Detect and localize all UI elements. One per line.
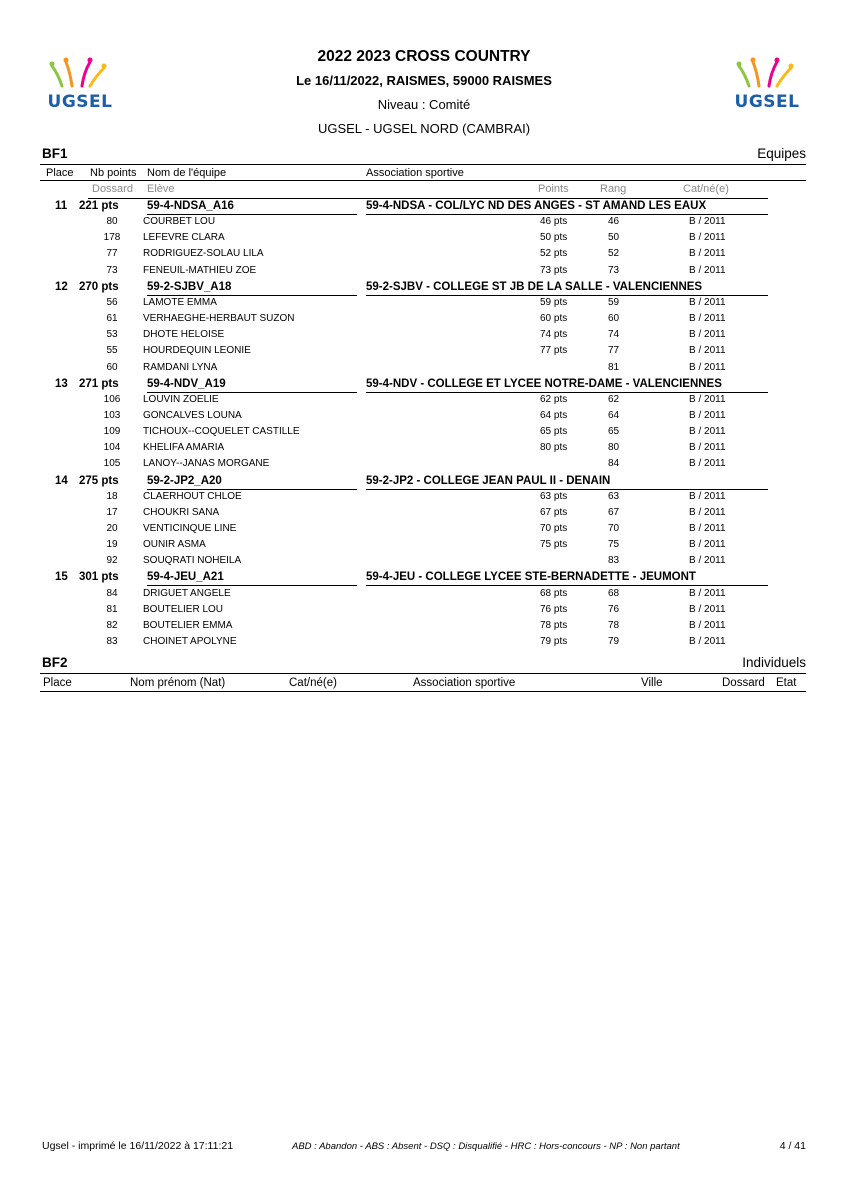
team-name: 59-2-SJBV_A18: [147, 280, 232, 293]
member-rank: 83: [608, 555, 620, 567]
subheader-bib: Dossard: [92, 183, 133, 195]
member-rank: 75: [608, 539, 620, 551]
team-points: 271 pts: [79, 377, 119, 390]
member-row: [0, 394, 848, 410]
member-rank: 68: [608, 587, 620, 599]
team-name-underline: [147, 392, 357, 393]
team-points: 221 pts: [79, 200, 119, 212]
page-title: 2022 2023 CROSS COUNTRY: [317, 48, 531, 65]
member-points: 79 pts: [540, 636, 568, 648]
member-rank: 70: [608, 523, 620, 534]
team-association-underline: [366, 214, 768, 215]
member-bib: 73: [106, 264, 118, 276]
section-label: BF1: [42, 146, 68, 161]
member-bib: 55: [106, 345, 118, 357]
member-name: DRIGUET ANGELE: [143, 587, 231, 599]
member-name: BOUTELIER EMMA: [143, 619, 233, 631]
header-divider: [40, 691, 806, 692]
ugsel-logo-text: UGSEL: [47, 92, 113, 112]
member-bib: 104: [103, 442, 121, 454]
member-bib: 18: [106, 490, 118, 502]
member-bib: 103: [103, 409, 121, 421]
member-row: [0, 216, 848, 232]
member-name: COURBET LOU: [143, 216, 216, 228]
member-bib: 92: [106, 555, 118, 567]
member-name: SOUQRATI NOHEILA: [143, 555, 242, 567]
event-organisation: UGSEL - UGSEL NORD (CAMBRAI): [317, 121, 531, 136]
member-row: [0, 442, 848, 458]
member-category: B / 2011: [689, 296, 726, 308]
member-points: 63 pts: [540, 490, 568, 502]
team-points: 270 pts: [79, 280, 119, 293]
section-type: Equipes: [757, 146, 806, 161]
member-rank: 84: [608, 458, 620, 470]
member-category: B / 2011: [689, 248, 726, 260]
team-name-underline: [147, 489, 357, 490]
event-date-place: Le 16/11/2022, RAISMES, 59000 RAISMES: [296, 73, 552, 88]
member-name: RAMDANI LYNA: [143, 361, 218, 373]
header-place: Place: [46, 167, 74, 179]
section-divider: [40, 673, 806, 674]
team-name-underline: [147, 214, 357, 215]
member-bib: 109: [103, 426, 121, 438]
team-name: 59-2-JP2_A20: [147, 474, 222, 487]
member-row: [0, 329, 848, 345]
member-category: B / 2011: [689, 393, 726, 405]
event-level: Niveau : Comité: [377, 97, 471, 112]
member-points: 50 pts: [540, 232, 568, 244]
team-name: 59-4-NDSA_A16: [147, 200, 234, 212]
header-name: Nom prénom (Nat): [130, 677, 226, 689]
member-points: 76 pts: [540, 603, 568, 615]
team-row: [0, 200, 848, 216]
member-category: B / 2011: [689, 603, 726, 615]
team-place: 15: [55, 571, 68, 584]
team-place: 13: [55, 377, 68, 390]
member-row: [0, 539, 848, 555]
member-points: 77 pts: [540, 345, 568, 357]
member-category: B / 2011: [689, 619, 726, 631]
member-points: 62 pts: [540, 393, 568, 405]
team-place: 11: [55, 200, 68, 212]
member-category: B / 2011: [689, 264, 726, 276]
team-name: 59-4-JEU_A21: [147, 571, 224, 584]
member-row: [0, 313, 848, 329]
member-points: 78 pts: [540, 619, 568, 631]
section-divider: [40, 164, 806, 165]
member-points: 68 pts: [540, 587, 568, 599]
member-name: RODRIGUEZ-SOLAU LILA: [143, 248, 264, 260]
header-city: Ville: [641, 677, 663, 689]
footer-printed: Ugsel - imprimé le 16/11/2022 à 17:11:21: [42, 1140, 234, 1152]
member-name: LAMOTE EMMA: [143, 296, 217, 308]
member-name: FENEUIL-MATHIEU ZOE: [143, 264, 257, 276]
team-association: 59-4-JEU - COLLEGE LYCEE STE-BERNADETTE - JEUMONT: [366, 571, 696, 584]
member-category: B / 2011: [689, 523, 726, 534]
member-name: CHOUKRI SANA: [143, 506, 220, 518]
member-category: B / 2011: [689, 442, 726, 454]
section-bf2-title: [42, 655, 806, 673]
member-category: B / 2011: [689, 409, 726, 421]
member-points: 46 pts: [540, 216, 568, 228]
team-place: 14: [55, 474, 68, 487]
subheader-divider: [88, 198, 768, 199]
section-type: Individuels: [742, 655, 806, 670]
member-bib: 61: [106, 313, 118, 325]
team-association-underline: [366, 489, 768, 490]
member-name: VERHAEGHE-HERBAUT SUZON: [143, 313, 295, 325]
member-category: B / 2011: [689, 490, 726, 502]
member-row: [0, 297, 848, 313]
header-bib: Dossard: [722, 677, 765, 689]
footer-legend: ABD : Abandon - ABS : Absent - DSQ : Disqualifié - HRC : Hors-concours - NP : Non partant: [292, 1141, 680, 1152]
member-bib: 106: [103, 393, 121, 405]
member-bib: 84: [106, 587, 118, 599]
member-category: B / 2011: [689, 426, 726, 438]
member-bib: 60: [106, 361, 118, 373]
member-category: B / 2011: [689, 216, 726, 228]
member-row: [0, 362, 848, 378]
team-row: [0, 378, 848, 394]
team-place: 12: [55, 280, 68, 293]
team-name-underline: [147, 585, 357, 586]
member-rank: 73: [608, 264, 620, 276]
member-name: GONCALVES LOUNA: [143, 409, 242, 421]
member-rank: 62: [608, 393, 620, 405]
member-name: HOURDEQUIN LEONIE: [143, 345, 251, 357]
member-bib: 17: [106, 506, 118, 518]
header-association: Association sportive: [413, 677, 516, 689]
member-category: B / 2011: [689, 539, 726, 551]
header-divider: [40, 180, 806, 181]
member-bib: 82: [106, 619, 118, 631]
member-row: [0, 248, 848, 264]
member-row: [0, 604, 848, 620]
member-rank: 79: [608, 636, 620, 648]
header-points: Nb points: [90, 167, 137, 179]
team-association-underline: [366, 392, 768, 393]
team-points: 275 pts: [79, 474, 119, 487]
member-row: [0, 410, 848, 426]
member-row: [0, 426, 848, 442]
team-association-underline: [366, 585, 768, 586]
member-category: B / 2011: [689, 587, 726, 599]
member-category: B / 2011: [689, 361, 726, 373]
header-team: Nom de l'équipe: [147, 167, 227, 179]
member-rank: 59: [608, 296, 620, 308]
member-points: 64 pts: [540, 409, 568, 421]
member-rank: 46: [608, 216, 620, 228]
member-name: BOUTELIER LOU: [143, 603, 224, 615]
member-bib: 80: [106, 216, 118, 228]
member-category: B / 2011: [689, 555, 726, 567]
member-name: KHELIFA AMARIA: [143, 442, 225, 454]
member-name: LEFEVRE CLARA: [143, 232, 225, 244]
member-row: [0, 588, 848, 604]
team-points: 301 pts: [79, 571, 119, 584]
member-bib: 56: [106, 296, 118, 308]
team-association: 59-4-NDSA - COL/LYC ND DES ANGES - ST AMAND LES EAUX: [366, 200, 707, 212]
member-name: CHOINET APOLYNE: [143, 636, 237, 648]
team-name: 59-4-NDV_A19: [147, 377, 226, 390]
member-category: B / 2011: [689, 329, 726, 341]
member-row: [0, 507, 848, 523]
member-points: 75 pts: [540, 539, 568, 551]
member-points: 60 pts: [540, 313, 568, 325]
member-rank: 78: [608, 619, 620, 631]
member-category: B / 2011: [689, 313, 726, 325]
member-name: OUNIR ASMA: [143, 539, 206, 551]
member-bib: 105: [103, 458, 121, 470]
member-bib: 178: [103, 232, 121, 244]
member-rank: 77: [608, 345, 620, 357]
member-category: B / 2011: [689, 636, 726, 648]
member-points: 67 pts: [540, 506, 568, 518]
team-name-underline: [147, 295, 357, 296]
member-name: CLAERHOUT CHLOE: [143, 490, 242, 502]
header-place: Place: [43, 677, 72, 689]
member-rank: 81: [608, 361, 620, 373]
subheader-student: Elève: [147, 183, 175, 195]
member-row: [0, 523, 848, 539]
footer-page-number: 4 / 41: [779, 1140, 806, 1152]
section-label: BF2: [42, 655, 68, 670]
member-rank: 67: [608, 506, 620, 518]
subheader-points: Points: [538, 183, 569, 195]
member-points: 70 pts: [540, 523, 568, 534]
member-rank: 52: [608, 248, 620, 260]
member-row: [0, 458, 848, 474]
team-row: [0, 571, 848, 587]
team-association: 59-2-SJBV - COLLEGE ST JB DE LA SALLE - VALENCIENNES: [366, 280, 703, 293]
member-bib: 83: [106, 636, 118, 648]
member-row: [0, 636, 848, 652]
member-bib: 77: [106, 248, 118, 260]
member-rank: 60: [608, 313, 620, 325]
subheader-category: Cat/né(e): [683, 183, 729, 195]
member-name: DHOTE HELOISE: [143, 329, 225, 341]
member-points: 80 pts: [540, 442, 568, 454]
member-category: B / 2011: [689, 232, 726, 244]
team-association: 59-4-NDV - COLLEGE ET LYCEE NOTRE-DAME - VALENCIENNES: [366, 377, 722, 390]
member-rank: 64: [608, 409, 620, 421]
member-points: 74 pts: [540, 329, 568, 341]
team-association-underline: [366, 295, 768, 296]
member-bib: 20: [106, 523, 118, 534]
member-row: [0, 491, 848, 507]
member-name: LANOY--JANAS MORGANE: [143, 458, 270, 470]
team-association: 59-2-JP2 - COLLEGE JEAN PAUL II - DENAIN: [366, 474, 611, 487]
member-row: [0, 232, 848, 248]
ugsel-logo-text: UGSEL: [734, 92, 800, 112]
member-name: VENTICINQUE LINE: [143, 523, 237, 534]
member-category: B / 2011: [689, 506, 726, 518]
member-rank: 63: [608, 490, 620, 502]
member-name: TICHOUX--COQUELET CASTILLE: [143, 426, 300, 438]
member-rank: 65: [608, 426, 620, 438]
member-rank: 76: [608, 603, 620, 615]
section-bf1-title: [42, 146, 806, 164]
team-row: [0, 475, 848, 491]
member-bib: 19: [106, 539, 118, 551]
member-category: B / 2011: [689, 345, 726, 357]
member-row: [0, 345, 848, 361]
member-points: 59 pts: [540, 296, 568, 308]
member-points: 52 pts: [540, 248, 568, 260]
member-row: [0, 620, 848, 636]
member-row: [0, 555, 848, 571]
member-bib: 81: [106, 603, 118, 615]
subheader-rank: Rang: [600, 183, 627, 195]
member-name: LOUVIN ZOELIE: [143, 393, 219, 405]
member-rank: 50: [608, 232, 620, 244]
header-status: Etat: [776, 677, 797, 689]
member-bib: 53: [106, 329, 118, 341]
member-rank: 74: [608, 329, 620, 341]
header-category: Cat/né(e): [289, 677, 337, 689]
member-row: [0, 265, 848, 281]
header-association: Association sportive: [366, 167, 464, 179]
member-rank: 80: [608, 442, 620, 454]
team-row: [0, 281, 848, 297]
member-points: 65 pts: [540, 426, 568, 438]
member-category: B / 2011: [689, 458, 726, 470]
member-points: 73 pts: [540, 264, 568, 276]
